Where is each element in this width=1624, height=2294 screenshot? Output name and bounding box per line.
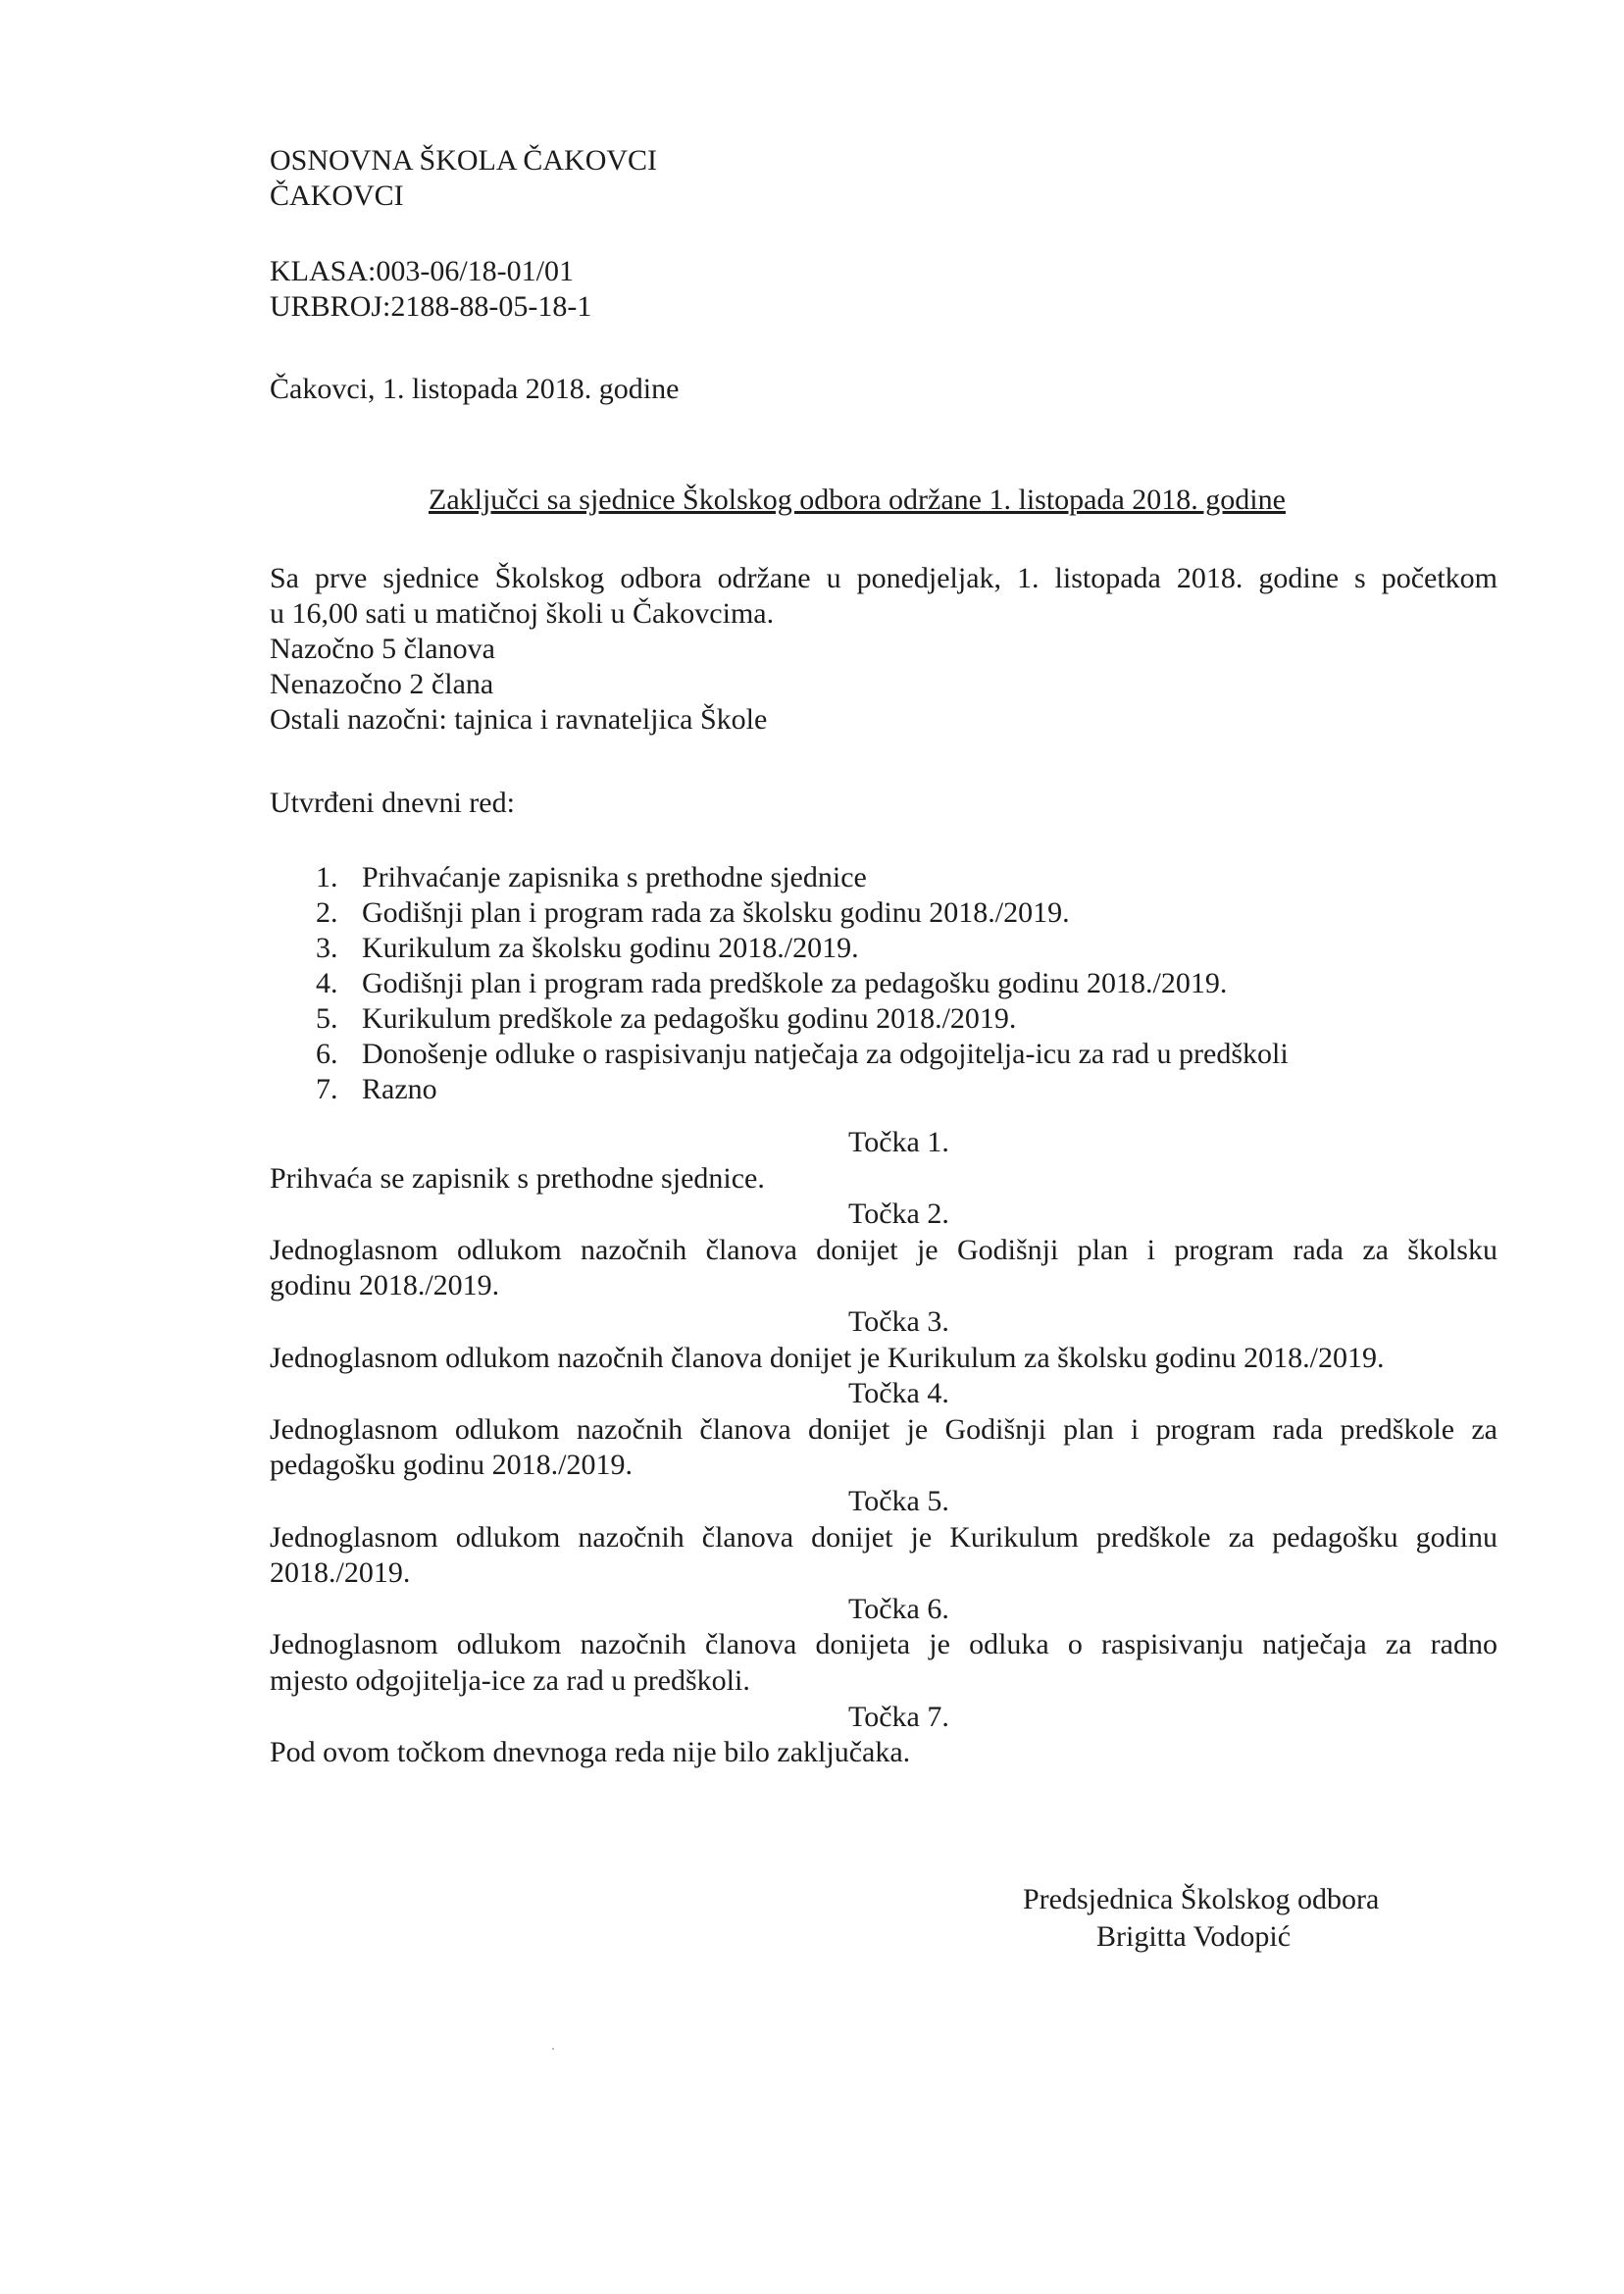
agenda-item: 7. Razno: [316, 1073, 437, 1105]
agenda-item: 1. Prihvaćanje zapisnika s prethodne sjednice: [316, 861, 867, 893]
point-heading: Točka 7.: [848, 1700, 949, 1733]
agenda-item: 3. Kurikulum za školsku godinu 2018./2019.: [316, 932, 859, 964]
document-date: Čakovci, 1. listopada 2018. godine: [270, 373, 680, 405]
meeting-intro: [270, 561, 1497, 738]
school-header: [270, 143, 657, 214]
point-heading: Točka 4.: [848, 1377, 949, 1410]
klasa-number: KLASA:003-06/18-01/01: [270, 255, 574, 287]
point-text: Jednoglasnom odlukom nazočnih članova donijeta je odluka o raspisivanju natječaja za radno mjesto odgojitelja-ice za rad u predškoli.: [270, 1628, 1497, 1697]
point-heading: Točka 2.: [848, 1198, 949, 1231]
signature-role: Predsjednica Školskog odbora: [1023, 1883, 1380, 1915]
point-text: Prihvaća se zapisnik s prethodne sjednice.: [270, 1161, 765, 1195]
point-text: Jednoglasnom odlukom nazočnih članova donijet je Kurikulum predškole za pedagošku godinu 2018./2019.: [270, 1520, 1497, 1590]
agenda-item: 6. Donošenje odluke o raspisivanju natječaja za odgojitelja-icu za rad u predškoli: [316, 1038, 1289, 1070]
agenda-item: 2. Godišnji plan i program rada za školsku godinu 2018./2019.: [316, 896, 1070, 929]
agenda-item: 5. Kurikulum predškole za pedagošku godinu 2018./2019.: [316, 1002, 1017, 1035]
signature-block: [1023, 1881, 1379, 1956]
point-text: Jednoglasnom odlukom nazočnih članova donijet je Godišnji plan i program rada predškole za pedagošku godinu 2018./2019.: [270, 1412, 1497, 1482]
absent-count: Nenazočno 2 člana: [270, 668, 494, 700]
point-text: Jednoglasnom odlukom nazočnih članova donijet je Godišnji plan i program rada za školsku godinu 2018./2019.: [270, 1233, 1497, 1302]
agenda-list: [316, 860, 1289, 1107]
intro-line-1: Sa prve sjednice Školskog odbora održane u ponedjeljak, 1. listopada 2018. godine s početkom: [270, 562, 1497, 594]
present-count: Nazočno 5 članova: [270, 633, 495, 665]
point-heading: Točka 5.: [848, 1484, 949, 1517]
urbroj-number: URBROJ:2188-88-05-18-1: [270, 290, 592, 323]
point-text: Jednoglasnom odlukom nazočnih članova donijet je Kurikulum za školsku godinu 2018./2019.: [270, 1341, 1385, 1374]
reference-numbers: [270, 254, 591, 325]
intro-line-2: u 16,00 sati u matičnoj školi u Čakovcima.: [270, 597, 775, 630]
document-title: Zaključci sa sjednice Školskog odbora održane 1. listopada 2018. godine: [429, 484, 1286, 516]
point-heading: Točka 6.: [848, 1592, 949, 1625]
point-heading: Točka 1.: [848, 1126, 949, 1158]
school-town: ČAKOVCI: [270, 179, 404, 212]
agenda-item: 4. Godišnji plan i program rada predškole za pedagošku godinu 2018./2019.: [316, 967, 1228, 999]
school-name: OSNOVNA ŠKOLA ČAKOVCI: [270, 144, 658, 177]
date-line: [270, 372, 679, 407]
signature-name: Brigitta Vodopić: [1096, 1920, 1292, 1953]
conclusions: [270, 1125, 1497, 1771]
agenda-title: Utvrđeni dnevni red:: [270, 787, 515, 819]
point-heading: Točka 3.: [848, 1304, 949, 1338]
point-text: Pod ovom točkom dnevnoga reda nije bilo zaključaka.: [270, 1736, 911, 1769]
others-present: Ostali nazočni: tajnica i ravnateljica Škole: [270, 703, 768, 736]
scan-speck: [552, 2048, 554, 2050]
